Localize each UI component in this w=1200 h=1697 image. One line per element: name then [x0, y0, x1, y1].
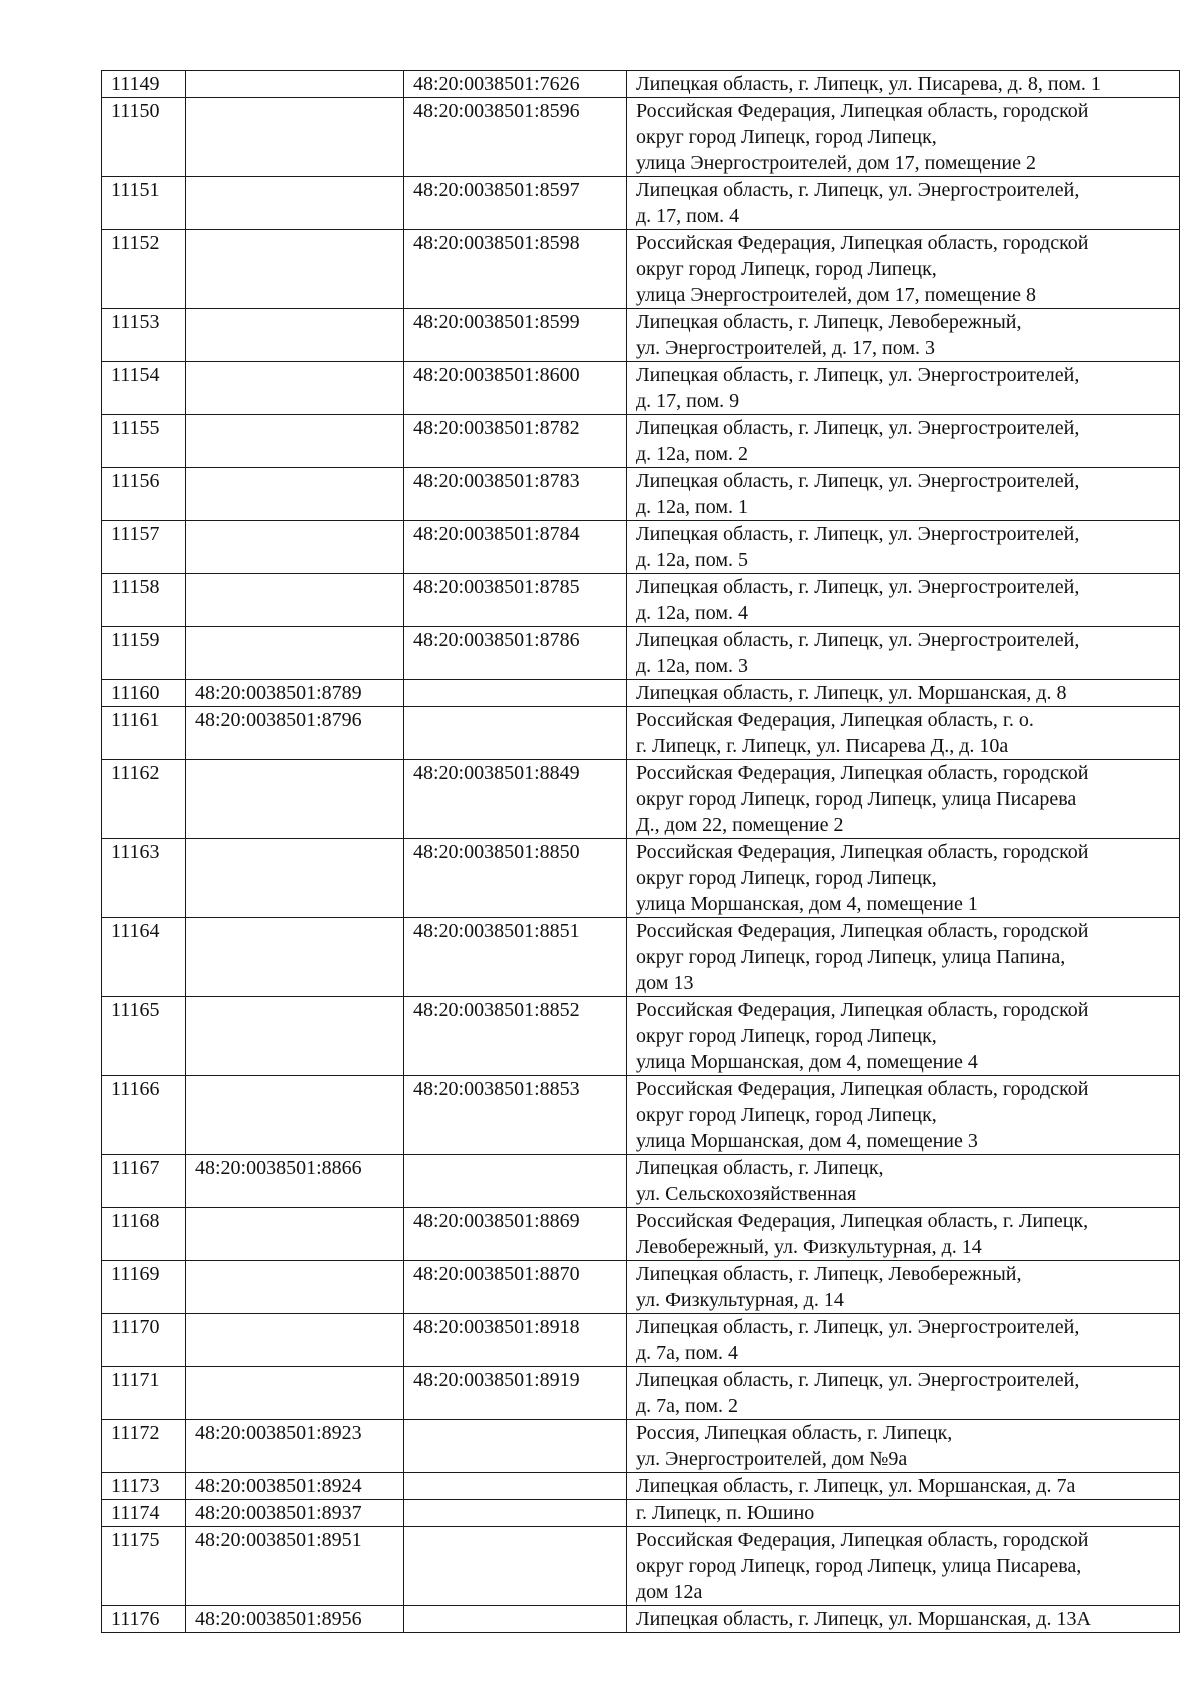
row-number-cell: 11166	[102, 1076, 186, 1155]
object-cadastral-number-cell: 48:20:0038501:8850	[404, 839, 627, 918]
table-row	[102, 1314, 1180, 1367]
object-cadastral-number-cell	[404, 1527, 627, 1606]
address-cell: Липецкая область, г. Липецк, Левобережный, ул. Физкультурная, д. 14	[627, 1261, 1180, 1314]
table-row	[102, 177, 1180, 230]
address-cell: Липецкая область, г. Липецк, ул. Энергостроителей, д. 7а, пом. 2	[627, 1367, 1180, 1420]
address-cell: Российская Федерация, Липецкая область, городской округ город Липецк, город Липецк, улица Писарева Д., дом 22, помещение 2	[627, 760, 1180, 839]
document-page	[101, 70, 1180, 1633]
land-cadastral-number-cell	[186, 760, 404, 839]
row-number-cell: 11159	[102, 627, 186, 680]
row-number-cell: 11164	[102, 918, 186, 997]
row-number-cell: 11152	[102, 230, 186, 309]
table-row	[102, 230, 1180, 309]
row-number-cell: 11160	[102, 680, 186, 707]
address-cell: Липецкая область, г. Липецк, ул. Моршанская, д. 13А	[627, 1606, 1180, 1633]
object-cadastral-number-cell: 48:20:0038501:8782	[404, 415, 627, 468]
land-cadastral-number-cell	[186, 1314, 404, 1367]
object-cadastral-number-cell: 48:20:0038501:8869	[404, 1208, 627, 1261]
row-number-cell: 11165	[102, 997, 186, 1076]
row-number-cell: 11172	[102, 1420, 186, 1473]
address-cell: Липецкая область, г. Липецк, Левобережный, ул. Энергостроителей, д. 17, пом. 3	[627, 309, 1180, 362]
land-cadastral-number-cell	[186, 1076, 404, 1155]
land-cadastral-number-cell: 48:20:0038501:8956	[186, 1606, 404, 1633]
land-cadastral-number-cell	[186, 521, 404, 574]
table-row	[102, 707, 1180, 760]
address-cell: Российская Федерация, Липецкая область, г. о. г. Липецк, г. Липецк, ул. Писарева Д., д. 10а	[627, 707, 1180, 760]
row-number-cell: 11170	[102, 1314, 186, 1367]
object-cadastral-number-cell: 48:20:0038501:8849	[404, 760, 627, 839]
land-cadastral-number-cell	[186, 574, 404, 627]
object-cadastral-number-cell	[404, 1606, 627, 1633]
row-number-cell: 11157	[102, 521, 186, 574]
object-cadastral-number-cell: 48:20:0038501:8598	[404, 230, 627, 309]
address-cell: Российская Федерация, Липецкая область, городской округ город Липецк, город Липецк, улица Моршанская, дом 4, помещение 1	[627, 839, 1180, 918]
object-cadastral-number-cell: 48:20:0038501:8853	[404, 1076, 627, 1155]
object-cadastral-number-cell: 48:20:0038501:8597	[404, 177, 627, 230]
row-number-cell: 11151	[102, 177, 186, 230]
table-row	[102, 415, 1180, 468]
table-row	[102, 680, 1180, 707]
address-cell: г. Липецк, п. Юшино	[627, 1500, 1180, 1527]
row-number-cell: 11176	[102, 1606, 186, 1633]
object-cadastral-number-cell: 48:20:0038501:8852	[404, 997, 627, 1076]
object-cadastral-number-cell: 48:20:0038501:8786	[404, 627, 627, 680]
object-cadastral-number-cell: 48:20:0038501:8870	[404, 1261, 627, 1314]
land-cadastral-number-cell: 48:20:0038501:8924	[186, 1473, 404, 1500]
row-number-cell: 11175	[102, 1527, 186, 1606]
object-cadastral-number-cell: 48:20:0038501:8599	[404, 309, 627, 362]
land-cadastral-number-cell	[186, 309, 404, 362]
table-row	[102, 1527, 1180, 1606]
cadastral-registry-table	[101, 70, 1180, 1633]
object-cadastral-number-cell	[404, 1473, 627, 1500]
land-cadastral-number-cell: 48:20:0038501:8937	[186, 1500, 404, 1527]
object-cadastral-number-cell	[404, 1420, 627, 1473]
table-row	[102, 997, 1180, 1076]
table-row	[102, 918, 1180, 997]
object-cadastral-number-cell	[404, 707, 627, 760]
row-number-cell: 11169	[102, 1261, 186, 1314]
row-number-cell: 11158	[102, 574, 186, 627]
row-number-cell: 11155	[102, 415, 186, 468]
land-cadastral-number-cell	[186, 71, 404, 98]
registry-table-body	[102, 71, 1180, 1633]
address-cell: Липецкая область, г. Липецк, ул. Моршанская, д. 7а	[627, 1473, 1180, 1500]
land-cadastral-number-cell: 48:20:0038501:8951	[186, 1527, 404, 1606]
land-cadastral-number-cell	[186, 1261, 404, 1314]
row-number-cell: 11174	[102, 1500, 186, 1527]
object-cadastral-number-cell: 48:20:0038501:8919	[404, 1367, 627, 1420]
row-number-cell: 11162	[102, 760, 186, 839]
object-cadastral-number-cell: 48:20:0038501:8596	[404, 98, 627, 177]
table-row	[102, 1606, 1180, 1633]
object-cadastral-number-cell: 48:20:0038501:8600	[404, 362, 627, 415]
address-cell: Россия, Липецкая область, г. Липецк, ул. Энергостроителей, дом №9а	[627, 1420, 1180, 1473]
object-cadastral-number-cell: 48:20:0038501:8784	[404, 521, 627, 574]
land-cadastral-number-cell: 48:20:0038501:8923	[186, 1420, 404, 1473]
address-cell: Российская Федерация, Липецкая область, городской округ город Липецк, город Липецк, улица Моршанская, дом 4, помещение 3	[627, 1076, 1180, 1155]
land-cadastral-number-cell	[186, 230, 404, 309]
address-cell: Российская Федерация, Липецкая область, городской округ город Липецк, город Липецк, улица Энергостроителей, дом 17, помещение 8	[627, 230, 1180, 309]
address-cell: Липецкая область, г. Липецк, ул. Энергостроителей, д. 12а, пом. 1	[627, 468, 1180, 521]
object-cadastral-number-cell	[404, 680, 627, 707]
address-cell: Липецкая область, г. Липецк, ул. Энергостроителей, д. 12а, пом. 5	[627, 521, 1180, 574]
table-row	[102, 521, 1180, 574]
row-number-cell: 11161	[102, 707, 186, 760]
table-row	[102, 98, 1180, 177]
address-cell: Липецкая область, г. Липецк, ул. Энергостроителей, д. 12а, пом. 3	[627, 627, 1180, 680]
object-cadastral-number-cell: 48:20:0038501:8783	[404, 468, 627, 521]
object-cadastral-number-cell	[404, 1155, 627, 1208]
row-number-cell: 11173	[102, 1473, 186, 1500]
land-cadastral-number-cell	[186, 415, 404, 468]
land-cadastral-number-cell	[186, 362, 404, 415]
table-row	[102, 1076, 1180, 1155]
row-number-cell: 11154	[102, 362, 186, 415]
table-row	[102, 1420, 1180, 1473]
address-cell: Липецкая область, г. Липецк, ул. Энергостроителей, д. 17, пом. 4	[627, 177, 1180, 230]
address-cell: Российская Федерация, Липецкая область, городской округ город Липецк, город Липецк, улица Энергостроителей, дом 17, помещение 2	[627, 98, 1180, 177]
row-number-cell: 11168	[102, 1208, 186, 1261]
object-cadastral-number-cell: 48:20:0038501:8851	[404, 918, 627, 997]
address-cell: Российская Федерация, Липецкая область, городской округ город Липецк, город Липецк, улица Моршанская, дом 4, помещение 4	[627, 997, 1180, 1076]
land-cadastral-number-cell	[186, 839, 404, 918]
land-cadastral-number-cell: 48:20:0038501:8796	[186, 707, 404, 760]
address-cell: Липецкая область, г. Липецк, ул. Энергостроителей, д. 12а, пом. 2	[627, 415, 1180, 468]
object-cadastral-number-cell: 48:20:0038501:8785	[404, 574, 627, 627]
address-cell: Российская Федерация, Липецкая область, г. Липецк, Левобережный, ул. Физкультурная, д. 14	[627, 1208, 1180, 1261]
table-row	[102, 574, 1180, 627]
table-row	[102, 1367, 1180, 1420]
object-cadastral-number-cell: 48:20:0038501:7626	[404, 71, 627, 98]
table-row	[102, 468, 1180, 521]
address-cell: Липецкая область, г. Липецк, ул. Энергостроителей, д. 7а, пом. 4	[627, 1314, 1180, 1367]
land-cadastral-number-cell	[186, 627, 404, 680]
table-row	[102, 1473, 1180, 1500]
table-row	[102, 1500, 1180, 1527]
address-cell: Российская Федерация, Липецкая область, городской округ город Липецк, город Липецк, улица Писарева, дом 12а	[627, 1527, 1180, 1606]
address-cell: Российская Федерация, Липецкая область, городской округ город Липецк, город Липецк, улица Папина, дом 13	[627, 918, 1180, 997]
table-row	[102, 362, 1180, 415]
land-cadastral-number-cell	[186, 1367, 404, 1420]
land-cadastral-number-cell	[186, 177, 404, 230]
land-cadastral-number-cell	[186, 98, 404, 177]
table-row	[102, 1261, 1180, 1314]
land-cadastral-number-cell: 48:20:0038501:8789	[186, 680, 404, 707]
row-number-cell: 11153	[102, 309, 186, 362]
land-cadastral-number-cell: 48:20:0038501:8866	[186, 1155, 404, 1208]
address-cell: Липецкая область, г. Липецк, ул. Сельскохозяйственная	[627, 1155, 1180, 1208]
object-cadastral-number-cell: 48:20:0038501:8918	[404, 1314, 627, 1367]
land-cadastral-number-cell	[186, 468, 404, 521]
row-number-cell: 11150	[102, 98, 186, 177]
address-cell: Липецкая область, г. Липецк, ул. Моршанская, д. 8	[627, 680, 1180, 707]
table-row	[102, 309, 1180, 362]
object-cadastral-number-cell	[404, 1500, 627, 1527]
table-row	[102, 627, 1180, 680]
row-number-cell: 11149	[102, 71, 186, 98]
table-row	[102, 1208, 1180, 1261]
table-row	[102, 760, 1180, 839]
row-number-cell: 11163	[102, 839, 186, 918]
land-cadastral-number-cell	[186, 1208, 404, 1261]
row-number-cell: 11167	[102, 1155, 186, 1208]
table-row	[102, 71, 1180, 98]
row-number-cell: 11171	[102, 1367, 186, 1420]
land-cadastral-number-cell	[186, 918, 404, 997]
address-cell: Липецкая область, г. Липецк, ул. Писарева, д. 8, пом. 1	[627, 71, 1180, 98]
address-cell: Липецкая область, г. Липецк, ул. Энергостроителей, д. 17, пом. 9	[627, 362, 1180, 415]
table-row	[102, 839, 1180, 918]
row-number-cell: 11156	[102, 468, 186, 521]
table-row	[102, 1155, 1180, 1208]
address-cell: Липецкая область, г. Липецк, ул. Энергостроителей, д. 12а, пом. 4	[627, 574, 1180, 627]
land-cadastral-number-cell	[186, 997, 404, 1076]
